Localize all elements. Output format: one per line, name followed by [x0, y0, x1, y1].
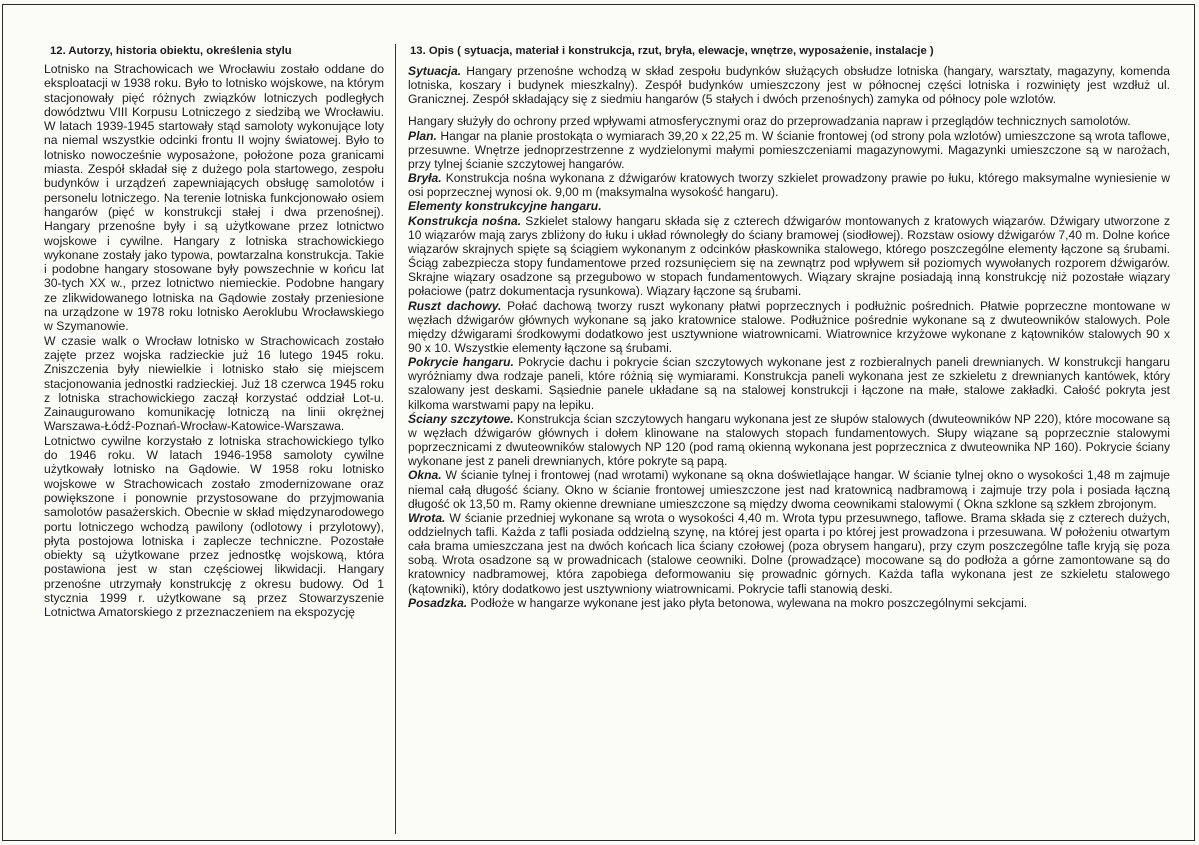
ruszt-paragraph [408, 299, 1170, 356]
column-divider [395, 44, 396, 834]
section-12-heading: 12. Autorzy, historia obiektu, określenia stylu [50, 45, 292, 57]
okna-paragraph [408, 468, 1170, 510]
konstrukcja-label: Konstrukcja nośna. [408, 213, 522, 228]
wrota-paragraph [408, 511, 1170, 596]
sytuacja-text: Hangary przenośne wchodzą w skład zespołu budynków służących obsłudze lotniska (hangary, warsztaty, magazyny, komenda lotniska, koszary i budynek mieszkalny). Zespół budynków umieszczony jest w północnej części lotniska i rozwinięty jest wzdłuż ul. Granicznej. Zespół składający się z siedmiu hangarów (5 stałych i dwóch przenośnych) zamyka od północy pole wzlotów. [408, 64, 1170, 107]
history-paragraph-1: Lotnisko na Strachowicach we Wrocławiu zostało oddane do eksploatacji w 1938 roku. Było to lotnisko wojskowe, na którym stacjonowały pięć różnych związków lotniczych podległych dowództwu VIII Korpusu Lotniczego z siedzibą we Wrocławiu. W latach 1939-1945 startowały stąd samoloty wykonujące loty na niemal wszystkie odcinki frontu II wojny światowej. Było to lotnisko nowocześnie wyposażone, położone poza granicami miasta. Zespół składał się z dużego pola startowego, zespołu budynków i urządzeń zapewniających obsługę samolotów i personelu lotniczego. Na terenie lotniska funkcjonowało osiem hangarów (pięć w konstrukcji stałej i dwa przenośnej). Hangary przenośne były i są użytkowane przez lotnictwo wojskowe i cywilne. Hangary z lotniska strachowickiego wykonane zostały jako typowa, powtarzalna konstrukcja. Takie i podobne hangary stosowane były powszechnie w końcu lat 30-tych XX w., przez lotnictwo niemieckie. Podobne hangary ze zlikwidowanego lotniska na Gądowie zostały przeniesione na urządzone w 1978 roku lotnisko Aeroklubu Wrocławskiego w Szymanowie. [44, 62, 384, 334]
ruszt-text: Połać dachową tworzy ruszt wykonany płatwi poprzecznych i podłużnic pośrednich. Płatwie poprzeczne montowane w węzłach dźwigarów głównych wykonane są jako kratownice stalowe. Podłużnice pośrednie wykonane są z dwuteowników stalowych. Pole między dźwigarami środkowymi dodatkowo jest usztywnione wiatrownicami. Wiatrownice krzyżowe wykonane z kątowników stalowych 90 x 90 x 10. Wszystkie elementy łączone są śrubami. [408, 298, 1170, 355]
posadzka-label: Posadzka. [408, 595, 468, 610]
plan-text: Hangar na planie prostokąta o wymiarach 39,20 x 22,25 m. W ścianie frontowej (od strony pola wzlotów) umieszczone są wrota taflowe, przesuwne. Wnętrze jednoprzestrzenne z wydzielonymi małymi pomieszczeniami magazynowymi. Magazynki umieszczone są w narożach, przy tylnej ścianie szczytowej hangarów. [408, 128, 1170, 171]
sytuacja-paragraph [408, 64, 1170, 106]
elementy-heading: Elementy konstrukcyjne hangaru. [408, 199, 602, 214]
sytuacja-label: Sytuacja. [408, 64, 462, 78]
pokrycie-paragraph [408, 355, 1170, 412]
plan-label: Plan. [408, 128, 437, 143]
wrota-text: W ścianie przedniej wykonane są wrota o wysokości 4,40 m. Wrota typu przesuwnego, taflowe. Brama składa się z czterech dużych, oddzielnych tafli. Każda z tafli posiada oddzielną szynę, na której jest oparta i po której jest prowadzona i przesuwana. W położeniu otwartym cała brama umieszczana jest na dwóch końcach lica ściany czołowej (poza obrysem hangaru), przy czym poszczególne tafle kryją się poza sobą. Wrota osadzone są w prowadnicach (stalowe ceowniki. Dolne (prowadzące) mocowane są do podłoża a górne zamontowane są do kratownicy nadbramowej, która zapobiega deformowaniu się prowadnic górnych. Każda tafla wykonana jest ze szkieletu stalowego (kątowniki), który dodatkowo jest usztywniony wiatrownicami. Pokrycie tafli stanowią deski. [408, 510, 1170, 596]
okna-label: Okna. [408, 468, 442, 483]
plan-paragraph [408, 129, 1170, 171]
intro-paragraph: Hangary służyły do ochrony przed wpływami atmosferycznymi oraz do przeprowadzania napraw i przeglądów technicznych samolotów. [408, 114, 1131, 129]
okna-text: W ścianie tylnej i frontowej (nad wrotami) wykonane są okna doświetlające hangar. W ścianie tylnej okno o wysokości 1,48 m zajmuje niemal całą długość ściany. Okno w ścianie frontowej umieszczone jest nad kratownicą nadbramową i zajmuje trzy pola i posiada łączną długość ok 13,50 m. Ramy okienne drewniane umieszczone są między dwoma ceownikami stalowymi ( Okna szklone są szkłem zbrojonym. [408, 468, 1170, 511]
right-column [408, 44, 1170, 610]
bryla-text: Konstrukcja nośna wykonana z dźwigarów kratowych tworzy szkielet prowadzony prawie po łuku, którego maksymalne wyniesienie w osi poprzecznej wynosi ok. 9,00 m (maksymalna wysokość hangaru). [408, 171, 1170, 200]
wrota-label: Wrota. [408, 510, 446, 525]
posadzka-text: Podłoże w hangarze wykonane jest jako płyta betonowa, wylewana na mokro poszczególnymi sekcjami. [467, 595, 1028, 610]
history-paragraph-2: W czasie walk o Wrocław lotnisko w Strachowicach zostało zajęte przez wojska radzieckie już 16 lutego 1945 roku. Zniszczenia były niewielkie i lotnisko stało się miejscem stacjonowania jednostki radzieckiej. Już 18 czerwca 1945 roku z lotniska strachowickiego zaczął korzystać oddział Lot-u. Zainaugurowano komunikację lotniczą na linii okrężnej Warszawa-Łódź-Poznań-Wrocław-Katowice-Warszawa. Lotnictwo cywilne korzystało z lotniska strachowickiego tylko do 1946 roku. W latach 1946-1958 samoloty cywilne użytkowały lotnisko na Gądowie. W 1958 roku lotnisko wojskowe w Strachowicach zostało zmodernizowane oraz powiększone i ponownie przystosowane do przyjmowania samolotów pasażerskich. Obecnie w skład międzynarodowego portu lotniczego wchodzą pawilony (odlotowy i przylotowy), płyta postojowa lotniska i zaplecze techniczne. Pozostałe obiekty są użytkowane przez jednostkę wojskową, która postawiona jest w stan częściowej likwidacji. Hangary przenośne utrzymały konstrukcję z okresu budowy. Od 1 stycznia 1999 r. użytkowane są przez Stowarzyszenie Lotnictwa Amatorskiego z przeznaczeniem na ekspozycję [44, 333, 384, 620]
posadzka-paragraph [408, 596, 1170, 610]
left-column [44, 44, 384, 620]
konstrukcja-paragraph [408, 214, 1170, 299]
sciany-paragraph [408, 412, 1170, 469]
section-13-heading: 13. Opis ( sytuacja, materiał i konstrukcja, rzut, bryła, elewacje, wnętrze, wyposażenie, instalacje ) [410, 45, 934, 57]
pokrycie-label: Pokrycie hangaru. [408, 355, 514, 370]
ruszt-label: Ruszt dachowy. [408, 298, 502, 313]
sciany-label: Ściany szczytowe. [408, 411, 514, 426]
konstrukcja-text: Szkielet stalowy hangaru składa się z czterech dźwigarów montowanych z kratowych wiązarów. Dźwigary utworzone z 10 wiązarów mają zarys zbliżony do łuku i układ równoległy do ściany bramowej (siodłowej). Rozstaw osiowy dźwigarów 7,40 m. Dolne końce wiązarów skrajnych spięte są ściągiem wykonanym z odcinków płaskownika stalowego, którego poszczególne elementy łączone są śrubami. Ściąg zabezpiecza stopy fundamentowe przed rozsunięciem się na zewnątrz pod wpływem sił poziomych wywołanych rozporem dźwigarów. Skrajne wiązary osadzone są przegubowo w stopach fundamentowych. Wiązary skrajne posiadają inną konstrukcję niż pozostałe wiązary połaciowe (patrz dokumentacja rysunkowa). Wiązary łączone są śrubami. [408, 213, 1170, 299]
bryla-paragraph [408, 171, 1170, 199]
pokrycie-text: Pokrycie dachu i pokrycie ścian szczytowych wykonane jest z rozbieralnych paneli drewnianych. W konstrukcji hangaru wyróżniamy dwa rodzaje paneli, które różnią się wymiarami. Konstrukcja paneli wykonana jest ze szkieletu z drewnianych kantówek, który szalowany jest deskami. Sąsiednie panele układane są na stalowej konstrukcji i łączone na małe, stalowe zakładki. Całość pokryta jest kilkoma warstwami papy na lepiku. [408, 355, 1171, 412]
bryla-label: Bryła. [408, 171, 442, 186]
sciany-text: Konstrukcja ścian szczytowych hangaru wykonana jest ze słupów stalowych (dwuteowników NP 220), które mocowane są w węzłach dźwigarów głównych i dołem klinowane na stalowych stopach fundamentowych. Słupy wiązane są poprzecznie stalowymi poprzecznicami z dwuteowników stalowych NP 120 (pod ramą okienną wykonana jest poprzecznica z dwuteownika NP 160). Pokrycie ściany wykonane jest z paneli drewnianych, które pokryte są papą. [408, 411, 1171, 469]
